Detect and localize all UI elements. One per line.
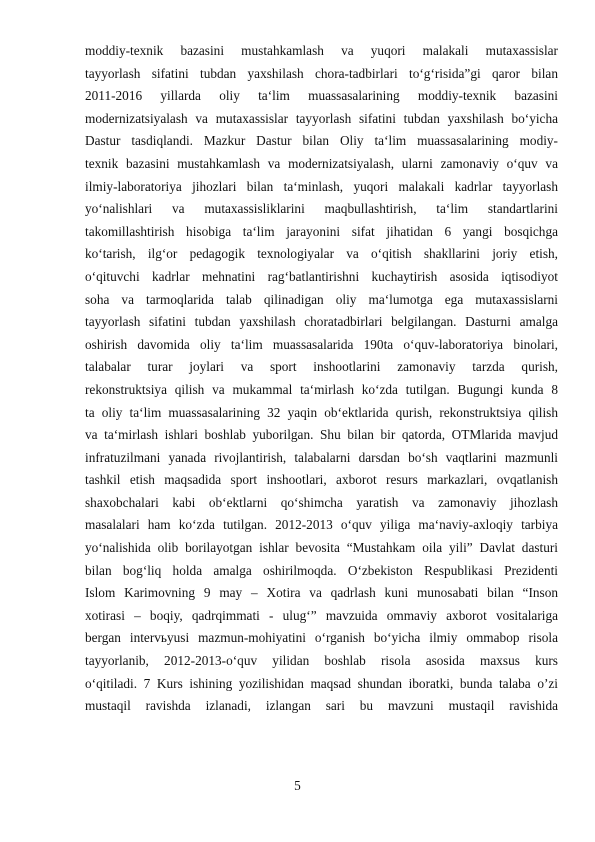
text-line: oshirish davomida oliy ta‘lim muassasalarida 190ta o‘quv-laboratoriya binolari, [85,336,558,352]
text-line: soha va tarmoqlarida talab qilinadigan oliy ma‘lumotga ega mutaxassislarni [85,291,558,307]
text-line: moddiy-texnik bazasini mustahkamlash va yuqori malakali mutaxassislar [85,43,558,58]
text-line: talabalar turar joylari va sport inshootlarini zamonaviy tarzda qurish, [85,359,558,375]
text-line: o‘qituvchi kadrlar mehnatini rag‘batlantirishni kuchaytirish asosida iqtisodiyot [85,268,558,284]
text-line: rekonstruktsiya qilish va mukammal ta‘mirlash ko‘zda tutilgan. Bugungi kunda 8 [85,381,558,397]
text-line: modernizatsiyalash va mutaxassislar tayyorlash sifatini tubdan yaxshilash bo‘yicha [85,110,558,126]
text-line: bilan bog‘liq holda amalga oshirilmoqda. O‘zbekiston Respublikasi Prezidenti [85,562,558,578]
text-line: infratuzilmani yanada rivojlantirish, talabalarni darsdan bo‘sh vaqtlarini mazmunli [85,449,558,465]
text-line: tayyorlash sifatini tubdan yaxshilash chora-tadbirlari to‘g‘risida”gi qaror bilan [85,65,558,81]
text-line: ilmiy-laboratoriya jihozlari bilan ta‘minlash, yuqori malakali kadrlar tayyorlash [85,178,558,194]
text-line: texnik bazasini mustahkamlash va modernizatsiyalash, ularni zamonaviy o‘quv va [85,155,558,171]
text-line: yo‘nalishlari va mutaxassisliklarini maqbullashtirish, ta‘lim standartlarini [85,201,558,217]
document-body [85,40,558,718]
text-line: tayyorlanib, 2012-2013-o‘quv yilidan boshlab risola asosida maxsus kurs [85,653,558,669]
text-line: va ta‘mirlash ishlari boshlab yuborilgan. Shu bilan bir qatorda, OTMlarida mavjud [85,427,558,443]
text-line: 2011-2016 yillarda oliy ta‘lim muassasalarining moddiy-texnik bazasini [85,88,558,104]
text-line: mustaqil ravishda izlanadi, izlangan sari bu mavzuni mustaqil ravishida [85,698,558,714]
text-line: tayyorlash sifatini tubdan yaxshilash choratadbirlari belgilangan. Dasturni amalga [85,314,558,330]
page-number: 5 [294,778,301,793]
text-line: ta oliy ta‘lim muassasalarining 32 yaqin ob‘ektlarida qurish, rekonstruktsiya qilish [85,404,558,420]
text-line: yo‘nalishida olib borilayotgan ishlar bevosita “Mustahkam oila yili” Davlat dasturi [85,540,558,556]
text-line: o‘qitiladi. 7 Kurs ishining yozilishidan maqsad shundan iboratki, bunda talaba o’zi [85,675,558,691]
text-line: tashkil etish maqsadida sport inshootlari, axborot resurs markazlari, ovqatlanish [85,472,558,488]
text-line: shaxobchalari kabi ob‘ektlarni qo‘shimcha yaratish va zamonaviy jihozlash [85,494,558,510]
text-line: Islom Karimovning 9 may – Xotira va qadrlash kuni munosabati bilan “Inson [85,585,558,601]
text-line: ko‘tarish, ilg‘or pedagogik texnologiyalar va o‘qitish shakllarini joriy etish, [85,246,558,262]
text-line: takomillashtirish hisobiga ta‘lim jarayonini sifat jihatidan 6 yangi bosqichga [85,223,558,239]
text-line: xotirasi – boqiy, qadrqimmati - ulug‘” mavzuida ommaviy axborot vositalariga [85,607,558,623]
text-line: Dastur tasdiqlandi. Mazkur Dastur bilan Oliy ta‘lim muassasalarining modiy- [85,133,558,149]
text-line: masalalari ham ko‘zda tutilgan. 2012-2013 o‘quv yiliga ma‘naviy-axloqiy tarbiya [85,517,558,533]
text-line: bergan intervьyusi mazmun-mohiyatini o‘rganish bo‘yicha ilmiy ommabop risola [85,630,558,646]
